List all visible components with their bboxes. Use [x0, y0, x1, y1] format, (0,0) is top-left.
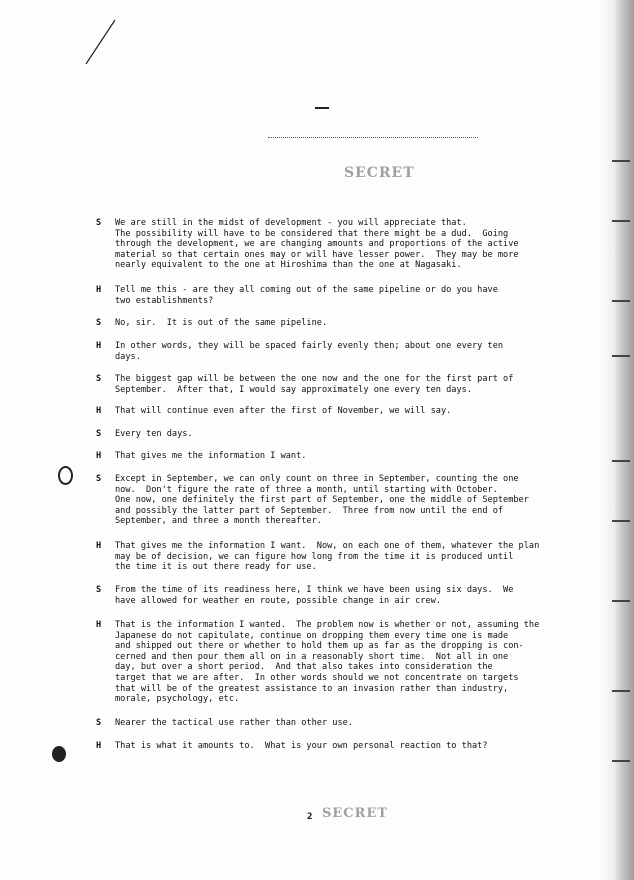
classification-stamp-top: SECRET: [344, 165, 415, 181]
speaker-label: H: [96, 741, 102, 751]
scan-edge-shadow: [600, 0, 634, 880]
entry-text: That gives me the information I want. Now, on each one of them, whatever the plan may be of decision, we can figure how long from the time it is produced until the time it is out there ready for use.: [115, 541, 540, 573]
top-dash-mark: [315, 107, 329, 109]
speaker-label: S: [96, 585, 102, 595]
speaker-label: S: [96, 474, 102, 484]
entry-text: From the time of its readiness here, I think we have been using six days. We have allowed for weather en route, possible change in air crew.: [115, 585, 514, 606]
speaker-label: H: [96, 341, 102, 351]
pen-stroke-mark: [80, 18, 120, 68]
speaker-label: H: [96, 541, 102, 551]
header-dotted-line: [268, 137, 478, 138]
speaker-label: H: [96, 406, 102, 416]
speaker-label: S: [96, 429, 102, 439]
entry-text: Every ten days.: [115, 429, 193, 439]
speaker-label: H: [96, 620, 102, 630]
entry-text: That will continue even after the first of November, we will say.: [115, 406, 452, 416]
entry-text: In other words, they will be spaced fairly evenly then; about one every ten days.: [115, 341, 504, 362]
speaker-label: H: [96, 285, 102, 295]
entry-text: Nearer the tactical use rather than other use.: [115, 718, 353, 728]
classification-stamp-bottom: SECRET: [322, 806, 389, 821]
ink-blot-mark: [52, 746, 66, 762]
speaker-label: S: [96, 718, 102, 728]
punch-hole-mark: [58, 466, 73, 485]
speaker-label: S: [96, 218, 102, 228]
entry-text: That is what it amounts to. What is your own personal reaction to that?: [115, 741, 488, 751]
entry-text: The biggest gap will be between the one now and the one for the first part of September. After that, I would say approximately one every ten days.: [115, 374, 514, 395]
entry-text: We are still in the midst of development - you will appreciate that. The possibility will have to be considered that there might be a dud. Going through the development, we are changing amounts and proportions of the active material so that certain ones may or will have lesser power. They may be more nearly equivalent to the one at Hiroshima than the one at Nagasaki.: [115, 218, 519, 271]
entry-text: Except in September, we can only count on three in September, counting the one now. Don't figure the rate of three a month, until starting with October. One now, one definitely the first part of September, one the middle of September and possibly the latter part of September. Three from now until the end of September, and three a month thereafter.: [115, 474, 529, 527]
speaker-label: H: [96, 451, 102, 461]
speaker-label: S: [96, 374, 102, 384]
entry-text: That gives me the information I want.: [115, 451, 307, 461]
entry-text: Tell me this - are they all coming out of the same pipeline or do you have two establishments?: [115, 285, 498, 306]
page-number: 2: [307, 812, 313, 822]
entry-text: No, sir. It is out of the same pipeline.: [115, 318, 328, 328]
entry-text: That is the information I wanted. The problem now is whether or not, assuming the Japanese do not capitulate, continue on dropping them every time one is made and shipped out there or whether to hold them up as far as the dropping is con- cerned and then pour them all on in a reasonably short time. Not all in one day, but over a short period. And that also takes into consideration the target that we are after. In other words should we not concentrate on targets that will be of the greatest assistance to an invasion rather than industry, morale, psychology, etc.: [115, 620, 540, 705]
speaker-label: S: [96, 318, 102, 328]
